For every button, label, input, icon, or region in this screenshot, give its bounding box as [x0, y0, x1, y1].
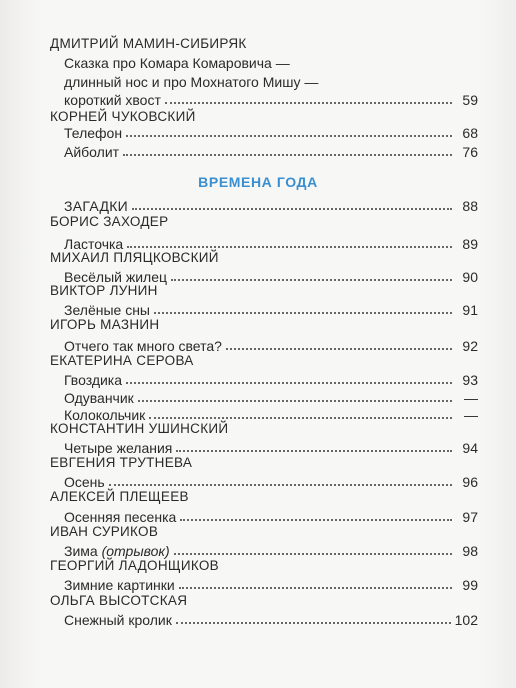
- toc-entry-title: Зимние картинки: [64, 577, 175, 593]
- toc-entry-title: Зелёные сны: [64, 302, 150, 318]
- page-number: 90: [462, 269, 478, 285]
- toc-entry-title: Гвоздика: [64, 372, 123, 388]
- toc-author: ИВАН СУРИКОВ: [50, 524, 159, 539]
- page-number: 68: [462, 125, 478, 141]
- toc-entry-title: Одуванчик: [64, 390, 134, 406]
- toc-entry[interactable]: [64, 334, 478, 354]
- toc-entry-title: длинный нос и про Мохнатого Мишу —: [64, 74, 319, 90]
- dot-leader: [176, 450, 452, 452]
- toc-author: БОРИС ЗАХОДЕР: [50, 214, 169, 229]
- toc-entry-title: Колокольчик: [64, 407, 146, 423]
- toc-entry[interactable]: [64, 140, 478, 160]
- toc-entry[interactable]: [64, 121, 478, 141]
- toc-entry[interactable]: [64, 265, 478, 285]
- dot-leader: [154, 312, 452, 314]
- toc-entry-title: Отчего так много света?: [64, 338, 222, 354]
- dot-leader: [165, 102, 452, 104]
- toc-entry-title: Айболит: [64, 144, 120, 160]
- toc-author: ОЛЬГА ВЫСОТСКАЯ: [50, 593, 188, 608]
- page-number: 76: [462, 144, 478, 160]
- page-number: 88: [462, 198, 478, 214]
- dot-leader: [138, 400, 452, 402]
- toc-entry-note: (отрывок): [101, 543, 170, 559]
- toc-author: ВИКТОР ЛУНИН: [50, 283, 158, 298]
- toc-entry-title: Осенняя песенка: [64, 509, 177, 525]
- dot-leader: [149, 417, 452, 419]
- toc-entry-title: Осень: [64, 474, 105, 490]
- dot-leader: [126, 135, 452, 137]
- dot-leader: [132, 208, 452, 210]
- dot-leader: [180, 519, 452, 521]
- dot-leader: [171, 279, 452, 281]
- page-number: 89: [462, 236, 478, 252]
- toc-entry-title: Ласточка: [64, 236, 124, 252]
- toc-entry[interactable]: [64, 608, 478, 628]
- page-number: 102: [454, 612, 478, 628]
- toc-entry[interactable]: [64, 298, 478, 318]
- toc-entry[interactable]: [64, 539, 478, 559]
- page-number: 91: [462, 302, 478, 318]
- toc-author: КОНСТАНТИН УШИНСКИЙ: [50, 421, 229, 436]
- toc-author: ИГОРЬ МАЗНИН: [50, 317, 160, 332]
- page-number: —: [464, 407, 478, 423]
- dot-leader: [127, 246, 452, 248]
- toc-author: ЕВГЕНИЯ ТРУТНЕВА: [50, 455, 193, 470]
- toc-entry[interactable]: [64, 573, 478, 593]
- dot-leader: [176, 622, 451, 624]
- toc-author: АЛЕКСЕЙ ПЛЕЩЕЕВ: [50, 489, 189, 504]
- dot-leader: [123, 154, 452, 156]
- toc-entry-title: [64, 543, 172, 559]
- page-number: 97: [462, 509, 478, 525]
- toc-entry[interactable]: [64, 368, 478, 388]
- page-number: 96: [462, 474, 478, 490]
- toc-entry-title: Сказка про Комара Комаровича —: [64, 55, 290, 71]
- page-number: 92: [462, 338, 478, 354]
- dot-leader: [174, 553, 452, 555]
- dot-leader: [226, 348, 452, 350]
- toc-entry[interactable]: [64, 403, 478, 423]
- section-heading: ВРЕМЕНА ГОДА: [198, 174, 318, 190]
- page-number: 94: [462, 440, 478, 456]
- toc-entry[interactable]: [64, 470, 478, 490]
- toc-entry-title: Четыре желания: [64, 440, 173, 456]
- toc-entry[interactable]: [64, 194, 478, 214]
- toc-entry[interactable]: [64, 232, 478, 252]
- page-number: 98: [462, 543, 478, 559]
- toc-entry[interactable]: [64, 436, 478, 456]
- toc-entry-title: ЗАГАДКИ: [64, 198, 129, 214]
- toc-entry-title: Весёлый жилец: [64, 269, 168, 285]
- dot-leader: [109, 484, 452, 486]
- toc-entry-title: Телефон: [64, 125, 123, 141]
- dot-leader: [126, 382, 452, 384]
- dot-leader: [179, 587, 452, 589]
- toc-author: ДМИТРИЙ МАМИН-СИБИРЯК: [50, 36, 247, 51]
- page-number: 59: [462, 92, 478, 108]
- toc-entry[interactable]: [64, 88, 478, 108]
- toc-entry-title: короткий хвост: [64, 92, 161, 108]
- page-number: 99: [462, 577, 478, 593]
- toc-entry-title-text: Зима: [64, 543, 98, 559]
- toc-author: КОРНЕЙ ЧУКОВСКИЙ: [50, 109, 196, 124]
- page-number: 93: [462, 372, 478, 388]
- toc-author: ЕКАТЕРИНА СЕРОВА: [50, 353, 194, 368]
- toc-author: МИХАИЛ ПЛЯЦКОВСКИЙ: [50, 250, 219, 265]
- toc-entry[interactable]: [64, 505, 478, 525]
- toc-entry-title: Снежный кролик: [64, 612, 172, 628]
- toc-author: ГЕОРГИЙ ЛАДОНЩИКОВ: [50, 558, 219, 573]
- page-number: —: [464, 390, 478, 406]
